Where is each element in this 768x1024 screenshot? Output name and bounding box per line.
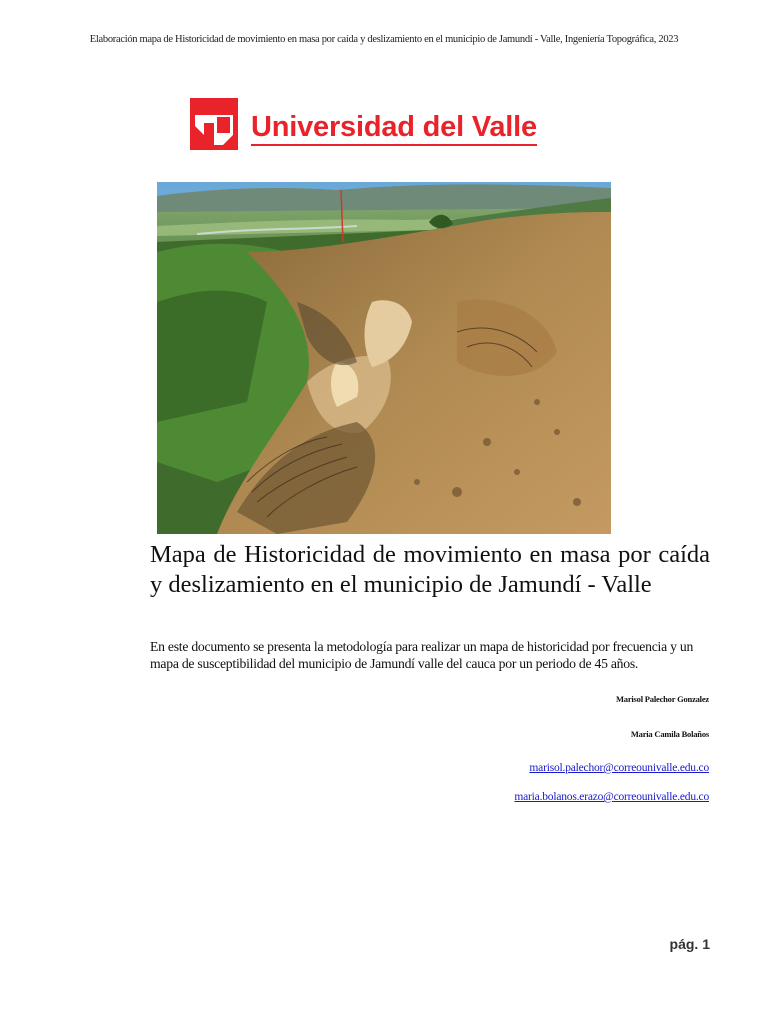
document-title: Mapa de Historicidad de movimiento en masa por caída y deslizamiento en el municipio de Jamundí - Valle [150,541,710,598]
author-email-link[interactable]: marisol.palechor@correounivalle.edu.co [529,762,709,774]
univalle-logo-icon [190,98,238,150]
page-number: pág. 1 [669,936,710,952]
university-logo [190,98,537,150]
landslide-photo [157,182,611,534]
author-name: Marisol Palechor Gonzalez [615,694,709,704]
university-name: Universidad del Valle [251,112,537,146]
running-header: Elaboración mapa de Historicidad de movimiento en masa por caída y deslizamiento en el municipio de Jamundí - Valle, Ingeniería Topográfica, 2023 [89,34,679,45]
author-email-link[interactable]: maria.bolanos.erazo@correounivalle.edu.co [514,791,709,803]
author-name: Maria Camila Bolaños [630,729,709,739]
document-abstract: En este documento se presenta la metodología para realizar un mapa de historicidad por frecuencia y un mapa de susceptibilidad del municipio de Jamundí valle del cauca por un periodo de 45 años. [150,639,694,671]
